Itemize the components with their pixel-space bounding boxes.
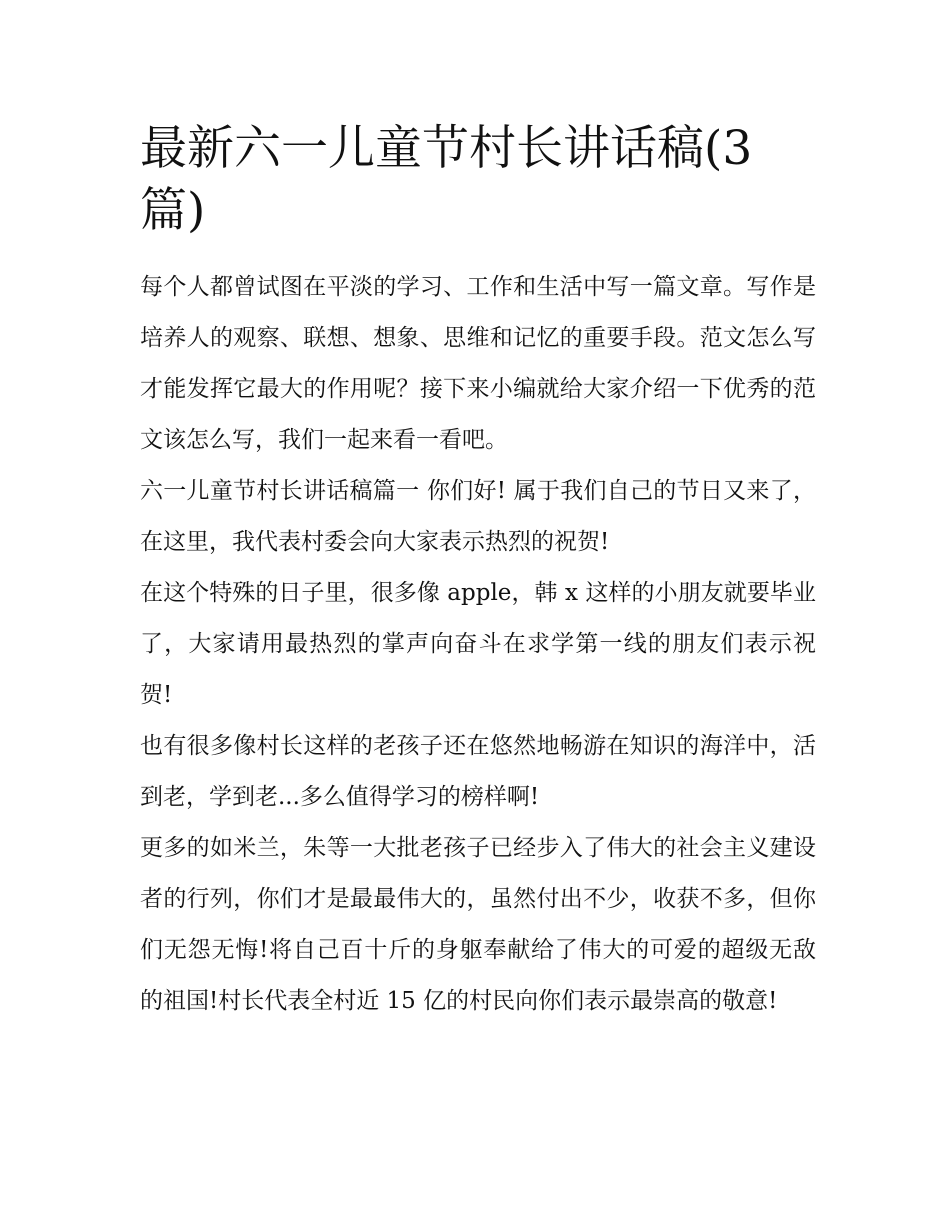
speech-opening-paragraph: 六一儿童节村长讲话稿篇一 你们好! 属于我们自己的节日又来了，在这里，我代表村委会向大家表示热烈的祝贺! [140,478,816,555]
tribute-paragraph: 更多的如米兰，朱等一大批老孩子已经步入了伟大的社会主义建设者的行列，你们才是最最伟大的，虽然付出不少，收获不多，但你们无怨无悔!将自己百十斤的身躯奉献给了伟大的可爱的超级无敌的祖国!村长代表全村近 15 亿的村民向你们表示最崇高的敬意! [140,835,816,1014]
intro-paragraph: 每个人都曾试图在平淡的学习、工作和生活中写一篇文章。写作是培养人的观察、联想、想象、思维和记忆的重要手段。范文怎么写才能发挥它最大的作用呢？接下来小编就给大家介绍一下优秀的范文该怎么写，我们一起来看一看吧。 [140,274,816,453]
lifelong-learning-paragraph: 也有很多像村长这样的老孩子还在悠然地畅游在知识的海洋中，活到老，学到老...多么值得学习的榜样啊! [140,733,816,810]
document-body [140,118,816,1027]
graduation-paragraph: 在这个特殊的日子里，很多像 apple，韩 x 这样的小朋友就要毕业了，大家请用最热烈的掌声向奋斗在求学第一线的朋友们表示祝贺! [140,580,816,708]
document-title: 最新六一儿童节村长讲话稿(3篇) [140,121,753,238]
